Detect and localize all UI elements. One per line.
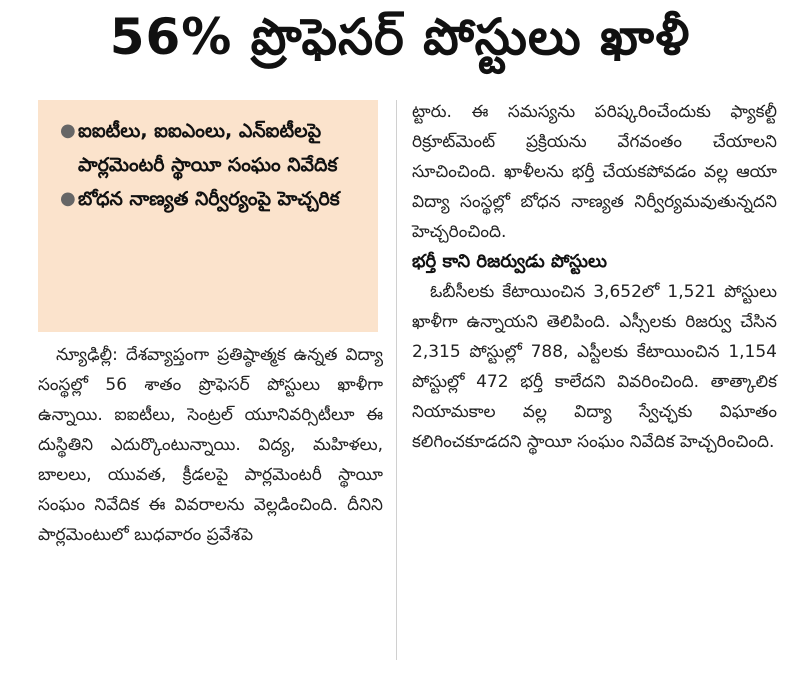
left-column — [38, 340, 383, 550]
article-paragraph: న్యూఢిల్లీ: దేశవ్యాప్తంగా ప్రతిష్ఠాత్మక ఉన్నత విద్యా సంస్థల్లో 56 శాతం ప్రొఫెసర్ పోస్టులు ఖాళీగా ఉన్నాయి. ఐఐటీలు, సెంట్రల్ యూనివర్సిటీలూ ఈ దుస్థితిని ఎదుర్కొంటున్నాయి. విద్య, మహిళలు, బాలలు, యువత, క్రీడలపై పార్లమెంటరీ స్థాయీ సంఘం నివేదిక ఈ వివరాలను వెల్లడించింది. దీనిని పార్లమెంటులో బుధవారం ప్రవేశపె — [38, 345, 383, 545]
article-paragraph: ట్టారు. ఈ సమస్యను పరిష్కరించేందుకు ఫ్యాకల్టీ రిక్రూట్‌మెంట్ ప్రక్రియను వేగవంతం చేయాలని సూచించింది. ఖాళీలను భర్తీ చేయకపోవడం వల్ల ఆయా విద్యా సంస్థల్లో బోధన నాణ్యత నిర్వీర్యమవుతున్నదని హెచ్చరించింది. — [412, 102, 777, 242]
highlight-text: ఐఐటీలు, ఐఐఎంలు, ఎన్ఐటీలపై పార్లమెంటరీ స్థాయీ సంఘం నివేదిక — [78, 120, 338, 176]
highlight-item — [60, 182, 364, 216]
article-paragraph: ఓబీసీలకు కేటాయించిన 3,652లో 1,521 పోస్టులు ఖాళీగా ఉన్నాయని తెలిపింది. ఎస్సీలకు రిజర్వు చేసిన 2,315 పోస్టుల్లో 788, ఎస్టీలకు కేటాయించిన 1,154 పోస్టుల్లో 472 భర్తీ కాలేదని వివరించింది. తాత్కాలిక నియామకాల వల్ల విద్యా స్వేచ్ఛకు విఘాతం కలిగించకూడదని స్థాయీ సంఘం నివేదిక హెచ్చరించింది. — [412, 282, 777, 452]
right-column — [412, 97, 777, 457]
bullet-icon: ● — [60, 188, 76, 209]
highlight-item — [60, 114, 364, 182]
highlight-text: బోధన నాణ్యత నిర్వీర్యంపై హెచ్చరిక — [78, 188, 340, 210]
bullet-icon: ● — [60, 120, 76, 141]
highlight-box — [38, 100, 378, 332]
column-divider — [396, 100, 397, 660]
subheading: భర్తీ కాని రిజర్వుడు పోస్టులు — [412, 251, 607, 272]
headline: 56% ప్రొఫెసర్ పోస్టులు ఖాళీ — [109, 7, 691, 66]
